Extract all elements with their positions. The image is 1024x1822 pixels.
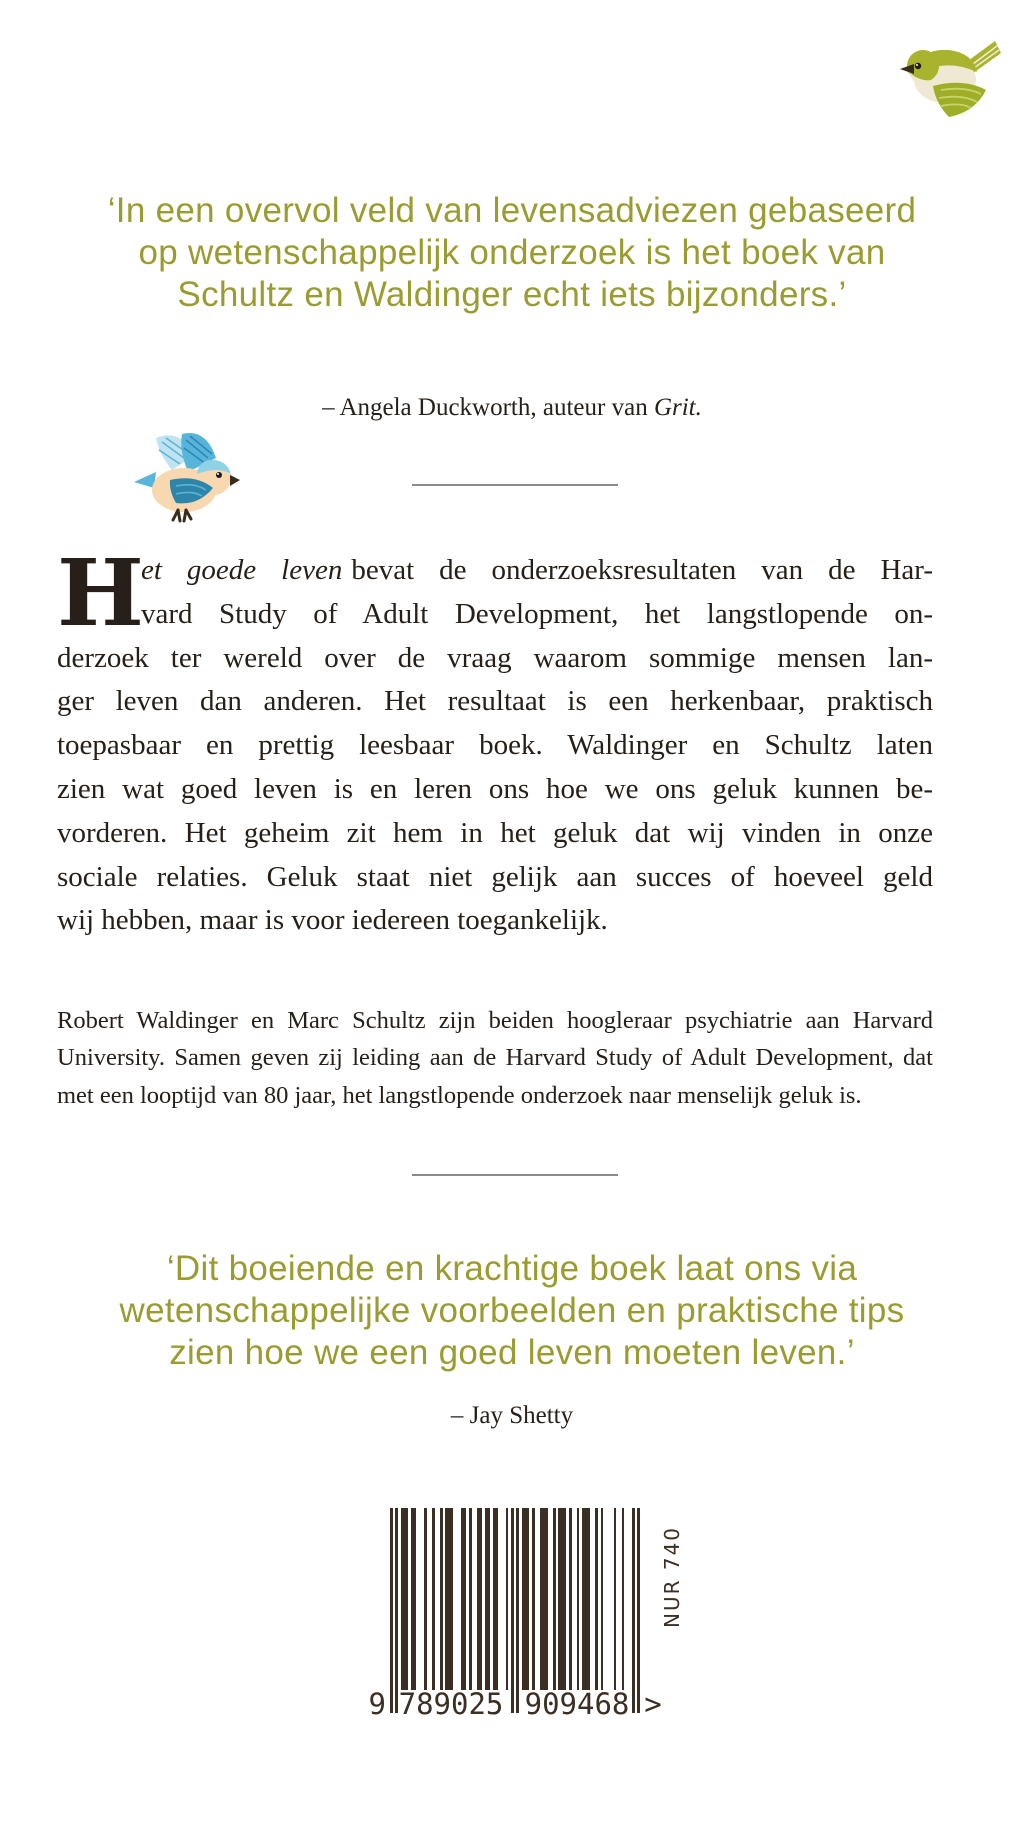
bio-line: University. Samen geven zij leiding aan de Harvard Study of Adult Development, dat [57, 1044, 933, 1072]
attribution-book-title: Grit. [653, 394, 702, 421]
barcode-digits-right: 909468 [524, 1687, 630, 1721]
blue-bird-icon [126, 428, 242, 524]
bottom-quote-attribution: – Jay Shetty [450, 1402, 574, 1429]
paragraph-line: toepasbaar en prettig leesbaar boek. Waldinger en Schultz laten [57, 729, 933, 762]
paragraph-text: bevat de onderzoeksresultaten van de Har- [351, 554, 933, 586]
top-quote-attribution [0, 394, 1024, 422]
paragraph-line: sociale relaties. Geluk staat niet gelijk aan succes of hoeveel geld [57, 860, 933, 893]
main-paragraph [57, 539, 933, 943]
paragraph-line: derzoek ter wereld over de vraag waarom sommige mensen lan- [57, 641, 933, 674]
bottom-quote-line: wetenschappelijke voorbeelden en praktische tips [119, 1291, 905, 1330]
paragraph-line: vard Study of Adult Development, het langstlopende on- [141, 597, 933, 630]
paragraph-line [141, 549, 933, 593]
barcode-arrow: > [644, 1687, 662, 1721]
book-title-italic: et goede leven [141, 554, 343, 586]
barcode-digit-first: 9 [368, 1687, 386, 1721]
attribution-text: – Angela Duckworth, auteur van [322, 394, 654, 421]
author-bio [57, 1002, 933, 1114]
top-quote-line: op wetenschappelijk onderzoek is het boek van [138, 233, 886, 272]
top-quote [0, 190, 1024, 316]
paragraph-line: wij hebben, maar is voor iedereen toegankelijk. [57, 904, 608, 937]
bottom-quote-line: zien hoe we een goed leven moeten leven.’ [169, 1333, 855, 1372]
drop-cap: H [57, 539, 144, 647]
bottom-quote [0, 1248, 1024, 1374]
nur-code: NUR 740 [660, 1525, 684, 1628]
bio-line: Robert Waldinger en Marc Schultz zijn beiden hoogleraar psychiatrie aan Harvard [57, 1007, 933, 1034]
top-quote-line: ‘In een overvol veld van levensadviezen gebaseerd [107, 191, 917, 230]
bio-line: met een looptijd van 80 jaar, het langstlopende onderzoek naar menselijk geluk is. [57, 1081, 862, 1109]
divider-rule [412, 484, 618, 486]
top-quote-line: Schultz en Waldinger echt iets bijzonders.’ [177, 275, 847, 314]
paragraph-line: ger leven dan anderen. Het resultaat is een herkenbaar, praktisch [57, 685, 933, 718]
paragraph-line: vorderen. Het geheim zit hem in het geluk dat wij vinden in onze [57, 816, 933, 849]
divider-rule [412, 1174, 618, 1176]
paragraph-line: zien wat goed leven is en leren ons hoe we ons geluk kunnen be- [57, 772, 933, 805]
barcode [368, 1508, 684, 1721]
bottom-quote-line: ‘Dit boeiende en krachtige boek laat ons via [166, 1249, 858, 1288]
olive-bird-icon [893, 36, 1003, 121]
barcode-digits-left: 789025 [398, 1687, 504, 1721]
